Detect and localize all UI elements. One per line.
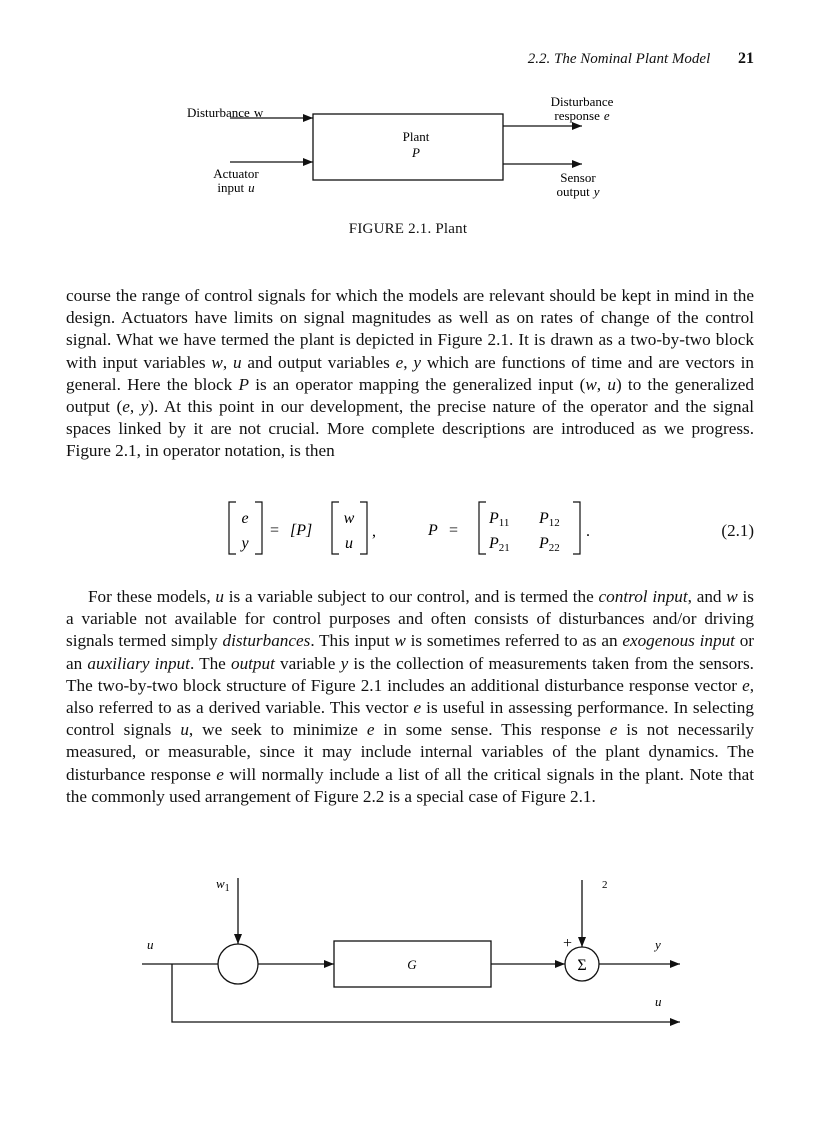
disturbance-response-label: Disturbance	[550, 94, 614, 109]
actuator-label: Actuator	[213, 166, 259, 181]
summing-junction-1	[218, 944, 258, 984]
u-input-label: u	[147, 937, 154, 952]
rhs-bottom: u	[345, 535, 353, 552]
P-equals-sign: =	[449, 522, 459, 539]
response-label: response e	[554, 108, 610, 123]
actuator-input-label: input u	[217, 180, 255, 195]
plus-sign: +	[563, 935, 573, 952]
P-symbol: P	[428, 522, 438, 539]
matrix-P11: P11	[489, 510, 510, 529]
figure-2-2-block-diagram	[0, 868, 816, 1038]
equation-2-1	[0, 496, 816, 562]
rhs-top: w	[343, 510, 355, 527]
plant-symbol: P	[412, 145, 420, 160]
G-label: G	[407, 957, 417, 972]
figure-2-1-caption: FIGURE 2.1. Plant	[348, 221, 468, 237]
sensor-label: Sensor	[560, 170, 596, 185]
body-paragraph-2: For these models, u is a variable subject to our control, and is termed the control input, and w is a variable not available for control purposes and often consists of disturbances and/or driving signals termed simply disturbances. This input w is sometimes referred to as an exogenous input or an auxiliary input. The output variable y is the collection of measurements taken from the sensors. The two-by-two block structure of Figure 2.1 includes an additional disturbance response vector e, also referred to as a derived variable. This vector e is useful in assessing performance. In selecting control signals u, we seek to minimize e in some sense. This response e is not necessarily measured, or measurable, since it may include internal variables of the plant dynamics. The disturbance response e will normally include a list of all the critical signals in the plant. Note that the commonly used arrangement of Figure 2.2 is a special case of Figure 2.1.	[66, 587, 755, 806]
equation-number: (2.1)	[721, 521, 754, 540]
w2-label: 2	[602, 879, 608, 891]
lhs-top: e	[241, 510, 249, 527]
w1-label: $w_1$	[216, 876, 230, 894]
page-number: 21	[738, 50, 754, 67]
body-paragraph-1: course the range of control signals for which the models are relevant should be kept in mind in the design. Actuators have limits on signal magnitudes as well as on rates of change of the control signal. What we have termed the plant is depicted in Figure 2.1. It is drawn as a two-by-two block with input variables w, u and output variables e, y which are functions of time and are vectors in general. Here the block P is an operator mapping the generalized input (w, u) to the generalized output (e, y). At this point in our development, the precise nature of the operator and the signal spaces linked by it are not crucial. More complete descriptions are introduced as we progress. Figure 2.1, in operator notation, is then	[66, 286, 755, 461]
y-label: y	[655, 937, 661, 952]
section-title: 2.2. The Nominal Plant Model	[527, 51, 711, 67]
matrix-P12: P12	[539, 510, 560, 529]
disturbance-label: Disturbance w	[187, 105, 264, 120]
equals-sign: =	[270, 522, 280, 539]
operator-P: [P]	[290, 522, 313, 539]
sensor-output-label: output y	[556, 184, 600, 199]
equation-comma: ,	[372, 523, 376, 540]
lhs-bottom: y	[241, 535, 249, 552]
plant-block	[313, 114, 503, 180]
figure-2-1-plant-diagram	[0, 86, 816, 216]
running-head	[60, 50, 754, 68]
sigma-symbol: Σ	[577, 957, 587, 974]
u-bypass-line	[172, 964, 680, 1022]
plant-label: Plant	[402, 129, 430, 144]
equation-brackets	[229, 502, 580, 554]
matrix-P22: P22	[539, 535, 560, 554]
equation-period: .	[586, 523, 590, 540]
u-output-label: u	[655, 994, 662, 1009]
matrix-P21: P21	[489, 535, 510, 554]
